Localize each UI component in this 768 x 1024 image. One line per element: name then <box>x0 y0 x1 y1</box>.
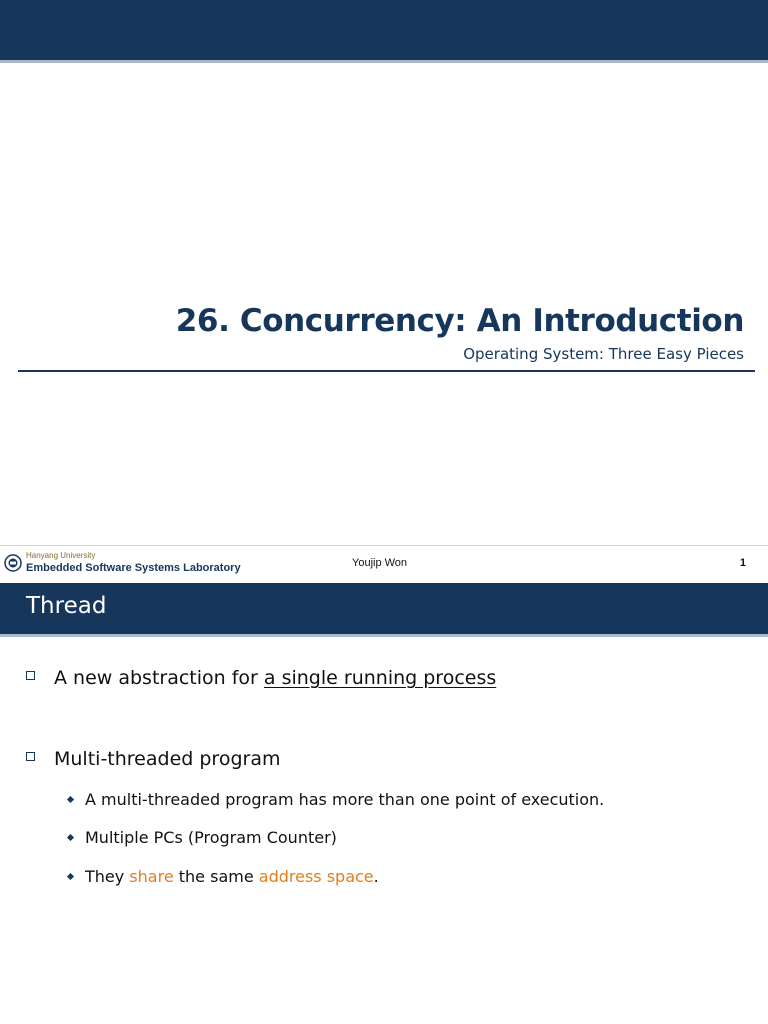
university-name: Hanyang University <box>26 551 96 560</box>
square-bullet-icon <box>26 752 35 761</box>
university-logo-icon <box>4 553 22 573</box>
highlight-share: share <box>129 867 174 886</box>
title-block <box>176 303 744 363</box>
sub-bullet-text: Multiple PCs (Program Counter) <box>85 828 337 847</box>
bullet-underlined-text: a single running process <box>263 667 497 689</box>
page-number: 1 <box>739 557 746 569</box>
sub-bullet-pcs <box>68 828 337 847</box>
slide-header-bar <box>0 0 768 60</box>
slide-header-bar <box>0 583 768 634</box>
slide-footer <box>0 545 768 583</box>
sub-bullet-text: . <box>373 867 379 886</box>
diamond-bullet-icon <box>67 796 74 803</box>
lab-name: Embedded Software Systems Laboratory <box>26 562 241 574</box>
slide-title: Thread <box>26 593 107 619</box>
bullet-multithreaded <box>26 748 280 770</box>
slide-subtitle: Operating System: Three Easy Pieces <box>463 345 744 363</box>
bullet-text: A new abstraction for <box>54 667 264 689</box>
title-underline <box>18 370 755 372</box>
sub-bullet-execution <box>68 790 604 809</box>
sub-bullet-share <box>68 867 379 886</box>
header-divider <box>0 60 768 63</box>
bullet-abstraction <box>26 667 496 689</box>
author-name: Youjip Won <box>352 557 408 569</box>
sub-bullet-text: the same <box>173 867 259 886</box>
header-divider <box>0 634 768 637</box>
sub-bullet-text: They <box>85 867 130 886</box>
diamond-bullet-icon <box>67 873 74 880</box>
highlight-address-space: address space <box>258 867 374 886</box>
bullet-text: Multi-threaded program <box>54 748 281 770</box>
sub-bullet-text: A multi-threaded program has more than one point of execution. <box>85 790 605 809</box>
thread-slide <box>0 583 768 1024</box>
slide-title: 26. Concurrency: An Introduction <box>175 303 744 339</box>
square-bullet-icon <box>26 671 35 680</box>
diamond-bullet-icon <box>67 834 74 841</box>
